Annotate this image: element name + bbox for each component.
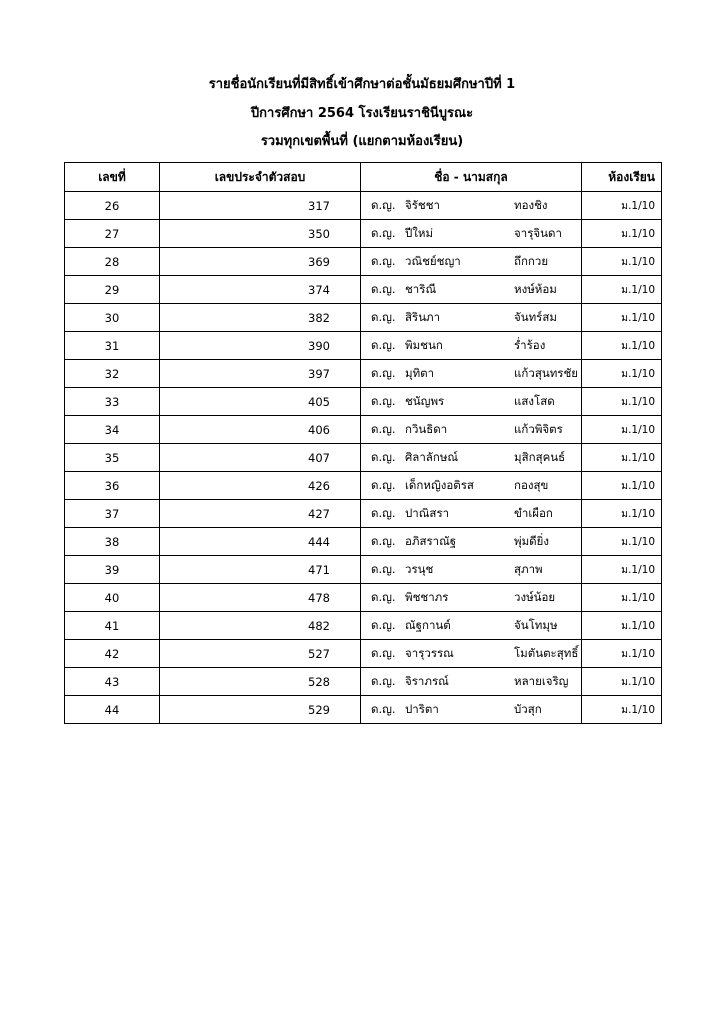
- exam-id: 406: [160, 416, 361, 444]
- name-prefix: ด.ญ.: [371, 617, 396, 632]
- student-name: [361, 528, 582, 556]
- first-name: ณัฐกานต์: [405, 617, 451, 632]
- exam-id: 482: [160, 612, 361, 640]
- first-name: จิราภรณ์: [405, 673, 449, 688]
- classroom: ม.1/10: [621, 396, 655, 408]
- classroom-cell: [582, 276, 662, 304]
- first-name: ศิลาลักษณ์: [405, 449, 459, 464]
- student-name: [361, 304, 582, 332]
- name-prefix: ด.ญ.: [371, 589, 396, 604]
- exam-id: 397: [160, 360, 361, 388]
- row-number: 33: [65, 388, 160, 416]
- student-name: [361, 360, 582, 388]
- table-row: [65, 584, 662, 612]
- table-row: [65, 360, 662, 388]
- column-header-name: ชื่อ - นามสกุล: [361, 163, 582, 192]
- exam-id: 528: [160, 668, 361, 696]
- table-row: [65, 276, 662, 304]
- classroom: ม.1/10: [621, 676, 655, 688]
- classroom-cell: [582, 640, 662, 668]
- last-name: มุสิกสุคนธ์: [514, 449, 566, 464]
- last-name: จันทร์สม: [514, 309, 557, 324]
- student-name: [361, 500, 582, 528]
- first-name: พิชชาภร: [405, 589, 449, 604]
- row-number: 31: [65, 332, 160, 360]
- classroom-cell: [582, 668, 662, 696]
- name-prefix: ด.ญ.: [371, 337, 396, 352]
- first-name: สิรินภา: [405, 309, 441, 324]
- student-name: [361, 444, 582, 472]
- row-number: 35: [65, 444, 160, 472]
- classroom-cell: [582, 416, 662, 444]
- exam-id: 527: [160, 640, 361, 668]
- student-name: [361, 696, 582, 724]
- classroom-cell: [582, 528, 662, 556]
- name-prefix: ด.ญ.: [371, 449, 396, 464]
- row-number: 43: [65, 668, 160, 696]
- column-header-no: เลขที่: [65, 163, 160, 192]
- student-name: [361, 332, 582, 360]
- student-name: [361, 220, 582, 248]
- last-name: วงษ์น้อย: [514, 589, 556, 604]
- name-prefix: ด.ญ.: [371, 225, 396, 240]
- exam-id: 471: [160, 556, 361, 584]
- classroom-cell: [582, 500, 662, 528]
- table-row: [65, 668, 662, 696]
- document-title: รายชื่อนักเรียนที่มีสิทธิ์เข้าศึกษาต่อชั้นมัธยมศึกษาปีที่ 1: [208, 77, 516, 92]
- exam-id: 350: [160, 220, 361, 248]
- document-subtitle: รวมทุกเขตพื้นที่ (แยกตามห้องเรียน): [260, 134, 464, 149]
- row-number: 27: [65, 220, 160, 248]
- classroom-cell: [582, 584, 662, 612]
- exam-id: 369: [160, 248, 361, 276]
- table-row: [65, 444, 662, 472]
- first-name: เด็กหญิงอติรส: [405, 477, 474, 492]
- column-header-exam-id: เลขประจำตัวสอบ: [160, 163, 361, 192]
- row-number: 29: [65, 276, 160, 304]
- last-name: สุภาพ: [514, 561, 543, 576]
- classroom: ม.1/10: [621, 564, 655, 576]
- name-prefix: ด.ญ.: [371, 533, 396, 548]
- student-name: [361, 556, 582, 584]
- classroom-cell: [582, 248, 662, 276]
- first-name: ปาริตา: [405, 701, 439, 716]
- table-row: [65, 528, 662, 556]
- column-header-room: ห้องเรียน: [582, 163, 662, 192]
- last-name: แก้วพิจิตร: [514, 421, 563, 436]
- classroom-cell: [582, 220, 662, 248]
- name-prefix: ด.ญ.: [371, 645, 396, 660]
- last-name: ร่ำร้อง: [514, 337, 546, 352]
- table-row: [65, 248, 662, 276]
- row-number: 28: [65, 248, 160, 276]
- row-number: 30: [65, 304, 160, 332]
- last-name: จันโทมุษ: [514, 617, 558, 632]
- classroom-cell: [582, 472, 662, 500]
- classroom-cell: [582, 444, 662, 472]
- name-prefix: ด.ญ.: [371, 505, 396, 520]
- name-prefix: ด.ญ.: [371, 309, 396, 324]
- first-name: กวินธิดา: [405, 421, 448, 436]
- exam-id: 427: [160, 500, 361, 528]
- student-roster-table: [64, 162, 662, 724]
- first-name: ชาริณี: [405, 281, 437, 296]
- last-name: จารุจินดา: [514, 225, 562, 240]
- table-row: [65, 388, 662, 416]
- classroom-cell: [582, 556, 662, 584]
- classroom: ม.1/10: [621, 256, 655, 268]
- first-name: มุทิตา: [405, 365, 435, 380]
- table-row: [65, 220, 662, 248]
- exam-id: 426: [160, 472, 361, 500]
- name-prefix: ด.ญ.: [371, 281, 396, 296]
- student-name: [361, 584, 582, 612]
- row-number: 37: [65, 500, 160, 528]
- classroom: ม.1/10: [621, 452, 655, 464]
- exam-id: 405: [160, 388, 361, 416]
- student-name: [361, 472, 582, 500]
- first-name: จารุวรรณ: [405, 645, 454, 660]
- table-row: [65, 612, 662, 640]
- table-row: [65, 192, 662, 220]
- table-row: [65, 696, 662, 724]
- classroom: ม.1/10: [621, 312, 655, 324]
- classroom: ม.1/10: [621, 592, 655, 604]
- classroom: ม.1/10: [621, 536, 655, 548]
- last-name: ถึกกวย: [514, 253, 549, 268]
- last-name: หลายเจริญ: [514, 673, 569, 688]
- name-prefix: ด.ญ.: [371, 421, 396, 436]
- table-header: [65, 163, 662, 192]
- first-name: พิมชนก: [405, 337, 443, 352]
- exam-id: 382: [160, 304, 361, 332]
- table-row: [65, 472, 662, 500]
- row-number: 39: [65, 556, 160, 584]
- name-prefix: ด.ญ.: [371, 561, 396, 576]
- exam-id: 529: [160, 696, 361, 724]
- academic-year-school: ปีการศึกษา 2564 โรงเรียนราชินีบูรณะ: [250, 106, 474, 121]
- last-name: กองสุข: [514, 477, 549, 492]
- student-name: [361, 668, 582, 696]
- classroom: ม.1/10: [621, 508, 655, 520]
- exam-id: 317: [160, 192, 361, 220]
- name-prefix: ด.ญ.: [371, 477, 396, 492]
- classroom: ม.1/10: [621, 480, 655, 492]
- name-prefix: ด.ญ.: [371, 365, 396, 380]
- exam-id: 444: [160, 528, 361, 556]
- student-name: [361, 416, 582, 444]
- name-prefix: ด.ญ.: [371, 701, 396, 716]
- last-name: แก้วสุนทรชัย: [514, 365, 579, 380]
- name-prefix: ด.ญ.: [371, 253, 396, 268]
- row-number: 36: [65, 472, 160, 500]
- row-number: 44: [65, 696, 160, 724]
- name-prefix: ด.ญ.: [371, 197, 396, 212]
- classroom: ม.1/10: [621, 200, 655, 212]
- classroom: ม.1/10: [621, 704, 655, 716]
- classroom: ม.1/10: [621, 340, 655, 352]
- row-number: 41: [65, 612, 160, 640]
- student-name: [361, 276, 582, 304]
- last-name: แสงโสด: [514, 393, 555, 408]
- last-name: หงษ์ห้อม: [514, 281, 557, 296]
- first-name: วรนุช: [405, 561, 434, 576]
- last-name: โมตันตะสุทธิ์: [514, 645, 579, 660]
- student-name: [361, 248, 582, 276]
- first-name: ชนัญพร: [405, 393, 445, 408]
- table-row: [65, 640, 662, 668]
- table-row: [65, 556, 662, 584]
- table-row: [65, 304, 662, 332]
- classroom: ม.1/10: [621, 228, 655, 240]
- classroom: ม.1/10: [621, 284, 655, 296]
- last-name: บัวสุก: [514, 701, 542, 716]
- table-row: [65, 416, 662, 444]
- table-body: [65, 192, 662, 724]
- student-name: [361, 640, 582, 668]
- row-number: 38: [65, 528, 160, 556]
- table-row: [65, 500, 662, 528]
- classroom-cell: [582, 192, 662, 220]
- classroom-cell: [582, 696, 662, 724]
- exam-id: 390: [160, 332, 361, 360]
- first-name: ปาณิสรา: [405, 505, 450, 520]
- row-number: 40: [65, 584, 160, 612]
- classroom-cell: [582, 304, 662, 332]
- classroom: ม.1/10: [621, 648, 655, 660]
- classroom-cell: [582, 612, 662, 640]
- classroom: ม.1/10: [621, 424, 655, 436]
- classroom-cell: [582, 360, 662, 388]
- table-row: [65, 332, 662, 360]
- first-name: อภิสราณัฐ: [405, 533, 457, 548]
- student-name: [361, 612, 582, 640]
- row-number: 26: [65, 192, 160, 220]
- student-name: [361, 192, 582, 220]
- first-name: ปีใหม่: [405, 225, 434, 240]
- row-number: 42: [65, 640, 160, 668]
- last-name: ขำเผือก: [514, 505, 553, 520]
- classroom: ม.1/10: [621, 620, 655, 632]
- last-name: ทองชิง: [514, 197, 548, 212]
- classroom: ม.1/10: [621, 368, 655, 380]
- exam-id: 407: [160, 444, 361, 472]
- first-name: จิรัชชา: [405, 197, 440, 212]
- exam-id: 374: [160, 276, 361, 304]
- row-number: 32: [65, 360, 160, 388]
- classroom-cell: [582, 332, 662, 360]
- student-name: [361, 388, 582, 416]
- classroom-cell: [582, 388, 662, 416]
- exam-id: 478: [160, 584, 361, 612]
- name-prefix: ด.ญ.: [371, 673, 396, 688]
- name-prefix: ด.ญ.: [371, 393, 396, 408]
- row-number: 34: [65, 416, 160, 444]
- first-name: วณิชย์ชญา: [405, 253, 461, 268]
- last-name: พุ่มดียิ่ง: [514, 533, 549, 548]
- header-row: [65, 163, 662, 192]
